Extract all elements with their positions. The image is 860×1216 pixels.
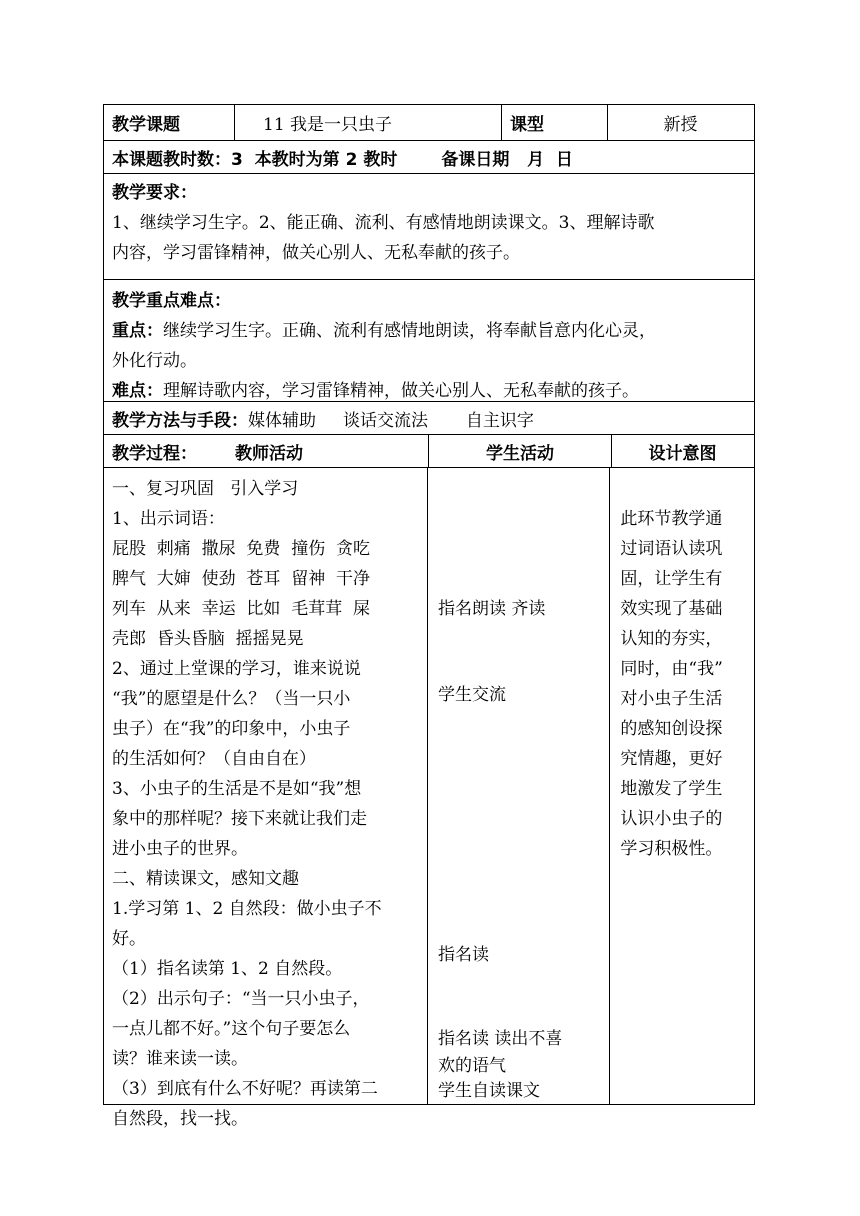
design-intent-column [610,468,754,1104]
prep-date: 备课日期 月 日 [441,149,573,170]
teacher-line: 1、出示词语： [112,509,225,529]
design-line: 对小虫子生活 [620,689,723,709]
teacher-line: （3）到底有什么不好呢？再读第二 [112,1079,378,1099]
lesson-plan-table [103,104,755,1129]
student-activity-header: 学生活动 [429,435,612,467]
student-note: 欢的语气 [437,1056,506,1076]
teacher-line: （2）出示句子：“当一只小虫子， [112,989,370,1009]
teacher-line: 2、通过上堂课的学习，谁来说说 [112,659,361,679]
topic-row [103,104,755,141]
design-line: 效实现了基础 [620,599,723,619]
student-note: 学生交流 [437,685,506,705]
teacher-line: 虫子）在“我”的印象中，小虫子 [112,719,351,739]
student-note: 指名朗读 齐读 [437,599,546,619]
teacher-line: 好。 [112,929,146,949]
student-activity-column [428,468,610,1104]
teacher-activity-header: 教师活动 [235,443,303,464]
design-line: 认知的夯实， [620,629,723,649]
key-points-row [103,280,755,402]
process-label: 教学过程： [112,443,197,464]
design-line: 学习积极性。 [620,839,723,859]
teacher-line: 脾气 大婶 使劲 苍耳 留神 干净 [112,569,371,589]
design-line: 地激发了学生 [620,779,723,799]
teacher-line: 二、精读课文，感知文趣 [112,869,299,889]
teacher-line: 壳郎 昏头昏脑 摇摇晃晃 [112,629,304,649]
teacher-line: 的生活如何？（自由自在） [112,749,316,769]
teacher-line: 进小虫子的世界。 [112,839,248,859]
design-line: 同时，由“我” [620,659,723,679]
teacher-line: 一点儿都不好。”这个句子要怎么 [112,1019,351,1039]
difficult-label: 难点： [112,381,163,401]
requirements-line: 1、继续学习生字。2、能正确、流利、有感情地朗读课文。3、理解诗歌 [112,213,655,233]
teacher-activity-column [104,468,428,1129]
teacher-line: 3、小虫子的生活是不是如“我”想 [112,779,362,799]
process-header-row [103,435,755,468]
key-text: 继续学习生字。正确、流利有感情地朗读，将奉献旨意内化心灵， [163,321,656,341]
student-note: 学生自读课文 [437,1081,540,1101]
process-header-teacher [104,435,429,467]
design-line: 究情趣，更好 [620,749,723,769]
design-line: 过词语认读巩 [620,539,723,559]
hours-row [103,141,755,174]
methods-text: 媒体辅助 谈话交流法 自主识字 [248,410,534,431]
teacher-line: “我”的愿望是什么？（当一只小 [112,689,351,709]
methods-label: 教学方法与手段： [112,410,248,431]
teacher-line: 读？谁来读一读。 [112,1049,248,1069]
difficult-text: 理解诗歌内容，学习雷锋精神，做关心别人、无私奉献的孩子。 [163,381,639,401]
design-intent-header: 设计意图 [648,443,717,464]
key-label: 重点： [112,321,163,341]
teacher-line: 列车 从来 幸运 比如 毛茸茸 屎 [112,599,371,619]
process-body-row [103,468,755,1129]
teacher-line: 1.学习第 1、2 自然段：做小虫子不 [112,899,382,919]
teacher-line: 自然段，找一找。 [112,1109,248,1129]
student-note: 指名读 读出不喜 [437,1029,563,1049]
methods-row [103,402,755,435]
topic-label: 教学课题 [104,105,235,140]
teacher-line: 象中的那样呢？接下来就让我们走 [112,809,367,829]
teacher-line: （1）指名读第 1、2 自然段。 [112,959,343,979]
type-value: 新授 [663,115,698,135]
student-note: 指名读 [437,945,489,965]
key-points-label: 教学重点难点： [112,291,231,311]
design-line: 的感知创设探 [620,719,723,739]
topic-value: 11 我是一只虫子 [235,105,502,140]
teacher-line: 屁股 刺痛 撒尿 免费 撞伤 贪吃 [112,539,371,559]
design-line: 固，让学生有 [620,569,723,589]
design-line: 此环节教学通 [620,509,723,529]
requirements-row [103,174,755,280]
design-line: 认识小虫子的 [620,809,723,829]
type-label: 课型 [502,105,608,140]
teacher-line: 一、复习巩固 引入学习 [112,479,299,499]
requirements-label: 教学要求： [112,183,197,203]
key-text-cont: 外化行动。 [112,351,197,371]
hours-text: 本课题教时数：3 本教时为第 2 教时 [112,149,398,170]
requirements-line: 内容，学习雷锋精神，做关心别人、无私奉献的孩子。 [112,243,520,263]
